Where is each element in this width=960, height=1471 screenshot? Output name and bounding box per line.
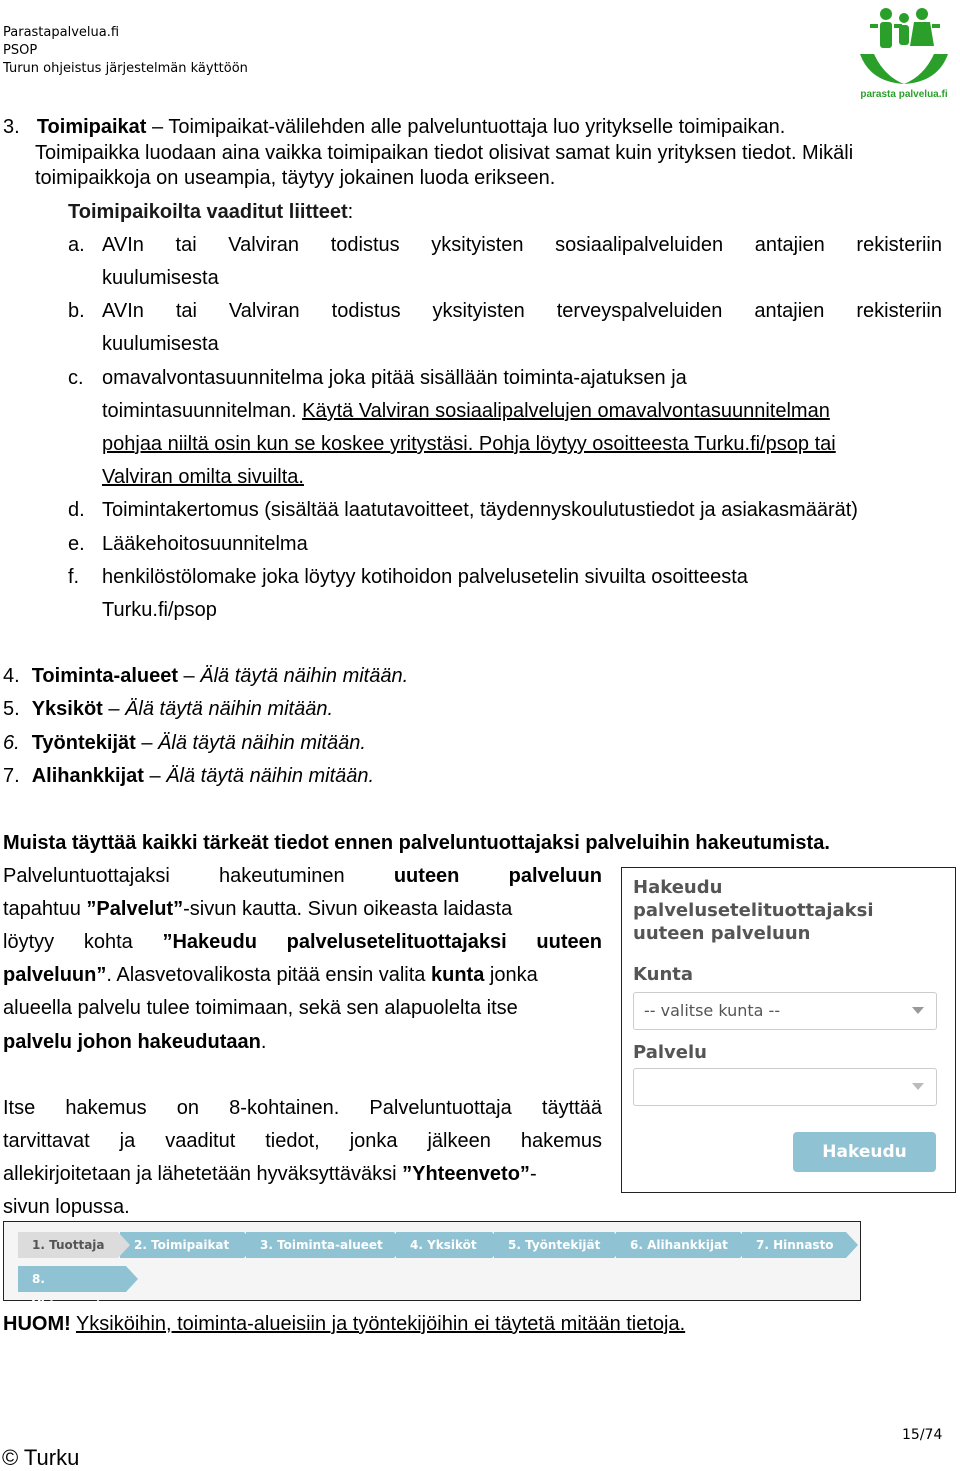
para1-line2 xyxy=(3,897,512,921)
huom-label: HUOM! xyxy=(3,1313,71,1335)
text: -sivun kautta. Sivun oikeasta laidasta xyxy=(183,898,513,920)
wizard-step-hinnasto[interactable]: 7. Hinnasto xyxy=(742,1232,846,1258)
attachment-a-letter: a. xyxy=(68,234,85,256)
word: todistus xyxy=(330,234,400,256)
item5 xyxy=(3,697,333,721)
logo-text: parasta palvelua.fi xyxy=(860,89,948,100)
item3-line1 xyxy=(3,115,785,139)
word: palvelusetelituottajaksi xyxy=(286,931,507,953)
kunta-select-value: -- valitse kunta -- xyxy=(644,1001,781,1020)
apply-panel-title-line: uuteen palveluun xyxy=(633,923,811,944)
attachment-e-text: Lääkehoitosuunnitelma xyxy=(102,533,308,555)
text: kunta xyxy=(431,964,485,986)
text: - xyxy=(529,1163,537,1185)
kunta-label: Kunta xyxy=(633,964,694,985)
para1-line3 xyxy=(3,930,602,954)
required-title: Toimipaikoilta vaaditut liitteet xyxy=(68,201,348,223)
word: sosiaalipalveluiden xyxy=(555,234,724,256)
para1-line5: alueella palvelu tulee toimimaan, sekä sen alapuolelta itse xyxy=(3,997,518,1019)
word: hakemus xyxy=(520,1130,602,1152)
word: Itse xyxy=(3,1097,36,1119)
item-number: 5. xyxy=(3,698,20,720)
item-note: Älä täytä näihin mitään. xyxy=(200,665,409,687)
item-number: 4. xyxy=(3,665,20,687)
wizard-step-alihankkijat[interactable]: 6. Alihankkijat xyxy=(616,1232,740,1258)
apply-panel-title-line: palvelusetelituottajaksi xyxy=(633,900,874,921)
wizard-step-yhteenveto[interactable]: 8. Yhteenveto xyxy=(18,1266,126,1292)
word: jälkeen xyxy=(427,1130,491,1152)
word: Valviran xyxy=(228,300,300,322)
para2-line1 xyxy=(3,1096,602,1120)
attachment-d-letter: d. xyxy=(68,499,85,521)
word: on xyxy=(176,1097,199,1119)
attachment-f-letter: f. xyxy=(68,566,80,588)
para2-line2 xyxy=(3,1129,602,1153)
apply-panel-title xyxy=(633,876,874,945)
wizard-step-toimipaikat[interactable]: 2. Toimipaikat xyxy=(120,1232,244,1258)
page-number: 15/74 xyxy=(902,1427,943,1443)
wizard-step-tuottaja[interactable]: 1. Tuottaja xyxy=(18,1232,118,1258)
word: täyttää xyxy=(541,1097,602,1119)
word: ja xyxy=(119,1130,136,1152)
huom-text: Yksiköihin, toiminta-alueisiin ja työntekijöihin ei täytetä mitään tietoja. xyxy=(75,1313,686,1335)
attachment-c-plain: toimintasuunnitelman. xyxy=(102,400,303,422)
word: yksityisten xyxy=(431,234,524,256)
apply-panel-title-line: Hakeudu xyxy=(633,877,723,898)
word: tai xyxy=(175,300,197,322)
required-attachments-heading xyxy=(68,200,353,224)
attachment-f-line2: Turku.fi/psop xyxy=(102,599,217,621)
para2-line4: sivun lopussa. xyxy=(3,1196,130,1218)
required-colon: : xyxy=(347,201,354,223)
word: AVIn xyxy=(102,300,144,322)
item4 xyxy=(3,664,408,688)
valvira-template-link-line2[interactable]: pohjaa niiltä osin kun se koskee yritystäsi. Pohja löytyy osoitteesta Turku.fi/psop tai xyxy=(102,433,836,455)
chevron-down-icon xyxy=(912,1007,924,1014)
para1-line1 xyxy=(3,864,602,888)
item3-text3: toimipaikkoja on useampia, täytyy jokainen luoda erikseen. xyxy=(35,167,556,189)
word: tarvittavat xyxy=(3,1130,90,1152)
wizard-step-toiminta-alueet[interactable]: 3. Toiminta-alueet xyxy=(246,1232,394,1258)
word: palveluun xyxy=(508,865,602,887)
attachment-e-letter: e. xyxy=(68,533,85,555)
word: rekisteriin xyxy=(856,300,942,322)
attachment-d-text: Toimintakertomus (sisältää laatutavoitteet, täydennyskoulutustiedot ja asiakasmäärät) xyxy=(102,499,858,521)
word: Palveluntuottajaksi xyxy=(3,865,170,887)
reminder-text: Muista täyttää kaikki tärkeät tiedot ennen palveluntuottajaksi palveluihin hakeutumista. xyxy=(3,832,830,854)
attachment-c-letter: c. xyxy=(68,367,84,389)
item3-dash: – xyxy=(146,116,169,138)
copyright: © Turku xyxy=(2,1445,80,1470)
attachment-b-line2: kuulumisesta xyxy=(102,333,219,355)
item3-text1: Toimipaikat-välilehden alle palveluntuottaja luo yritykselle toimipaikan. xyxy=(168,116,786,138)
item3-title: Toimipaikat xyxy=(36,116,147,138)
word: 8-kohtainen. xyxy=(229,1097,340,1119)
word: hakeutuminen xyxy=(218,865,345,887)
word: todistus xyxy=(331,300,401,322)
word: kohta xyxy=(83,931,133,953)
attachment-f-line1: henkilöstölomake joka löytyy kotihoidon palvelusetelin sivuilta osoitteesta xyxy=(102,566,748,588)
attachment-b-line1 xyxy=(102,299,942,323)
item-title: Alihankkijat xyxy=(31,765,144,787)
header-subtitle: Turun ohjeistus järjestelmän käyttöön xyxy=(3,61,248,76)
valvira-template-link[interactable]: Käytä Valviran sosiaalipalvelujen omavalvontasuunnitelman xyxy=(302,400,830,422)
attachment-a-line1 xyxy=(102,233,942,257)
text: . xyxy=(260,1031,267,1053)
text: tapahtuu xyxy=(3,898,87,920)
para1-line6 xyxy=(3,1030,266,1054)
palvelu-label: Palvelu xyxy=(633,1042,707,1063)
item-dash: – xyxy=(102,698,126,720)
text: allekirjoitetaan ja lähetetään hyväksyttäväksi xyxy=(3,1163,403,1185)
item-dash: – xyxy=(135,732,159,754)
chevron-down-icon xyxy=(912,1083,924,1090)
text: ”Palvelut” xyxy=(86,898,184,920)
word: AVIn xyxy=(102,234,144,256)
item-dash: – xyxy=(178,665,201,687)
wizard-step-tyontekijat[interactable]: 5. Työntekijät xyxy=(494,1232,614,1258)
header-system: PSOP xyxy=(3,43,38,58)
word: tai xyxy=(175,234,197,256)
apply-panel xyxy=(621,867,956,1193)
attachment-a-line2: kuulumisesta xyxy=(102,267,219,289)
parasta-palvelua-logo xyxy=(856,4,952,100)
word: antajien xyxy=(754,234,825,256)
text: ”Yhteenveto” xyxy=(402,1163,530,1185)
item-title: Toiminta-alueet xyxy=(31,665,178,687)
item3-text2: Toimipaikka luodaan aina vaikka toimipaikan tiedot olisivat samat kuin yrityksen tiedot. Mikäli xyxy=(35,142,854,164)
para1-line4 xyxy=(3,963,538,987)
kunta-select[interactable] xyxy=(633,992,937,1030)
word: tiedot, xyxy=(265,1130,320,1152)
item3-number: 3. xyxy=(3,116,20,138)
word: rekisteriin xyxy=(856,234,942,256)
item-note: Älä täytä näihin mitään. xyxy=(166,765,375,787)
valvira-template-link-line3[interactable]: Valviran omilta sivuilta. xyxy=(102,466,304,488)
wizard-step-yksikot[interactable]: 4. Yksiköt xyxy=(396,1232,492,1258)
word: uuteen xyxy=(536,931,602,953)
attachment-c-line2 xyxy=(102,399,830,423)
item-note: Älä täytä näihin mitään. xyxy=(158,732,366,754)
item-title: Työntekijät xyxy=(31,732,136,754)
wizard-steps-panel xyxy=(3,1221,861,1312)
word: uuteen xyxy=(393,865,460,887)
word: vaaditut xyxy=(165,1130,236,1152)
para2-line3 xyxy=(3,1162,537,1186)
item-number: 7. xyxy=(3,765,20,787)
word: löytyy xyxy=(3,931,55,953)
word: Palveluntuottaja xyxy=(369,1097,512,1119)
word: jonka xyxy=(349,1130,398,1152)
text: palvelu johon hakeudutaan xyxy=(3,1031,261,1053)
item-note: Älä täytä näihin mitään. xyxy=(125,698,333,720)
item-dash: – xyxy=(143,765,167,787)
text: . Alasvetovalikosta pitää ensin valita xyxy=(106,964,431,986)
item-number: 6. xyxy=(3,732,20,754)
text: palveluun” xyxy=(3,964,107,986)
word: ”Hakeudu xyxy=(162,931,257,953)
item6 xyxy=(3,731,366,755)
palvelu-select[interactable] xyxy=(633,1068,937,1106)
word: hakemus xyxy=(65,1097,147,1119)
header-site: Parastapalvelua.fi xyxy=(3,25,120,40)
attachment-b-letter: b. xyxy=(68,300,85,322)
word: yksityisten xyxy=(432,300,525,322)
hakeudu-button[interactable]: Hakeudu xyxy=(793,1132,936,1172)
word: terveyspalveluiden xyxy=(556,300,723,322)
word: antajien xyxy=(754,300,825,322)
text: jonka xyxy=(484,964,538,986)
item-title: Yksiköt xyxy=(31,698,103,720)
attachment-c-line1: omavalvontasuunnitelma joka pitää sisällään toiminta-ajatuksen ja xyxy=(102,367,687,389)
item7 xyxy=(3,764,374,788)
word: Valviran xyxy=(228,234,300,256)
